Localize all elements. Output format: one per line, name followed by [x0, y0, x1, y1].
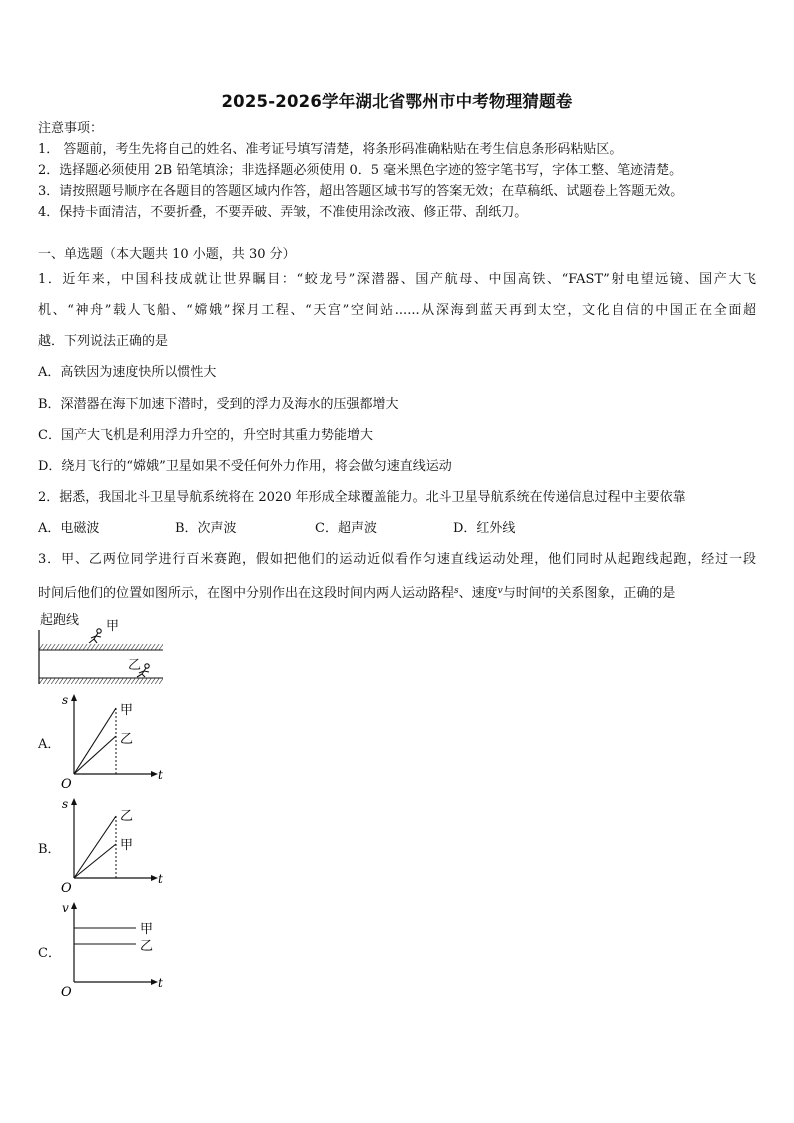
graph-a-upper-label: 甲	[120, 703, 134, 718]
graph-c-x-label: t	[158, 976, 163, 990]
q1-option-d: D．绕月飞行的“嫦娥”卫星如果不受任何外力作用，将会做匀速直线运动	[38, 459, 452, 474]
graph-b-lower-label: 甲	[120, 838, 134, 853]
q2-option-a: A．电磁波	[38, 521, 100, 536]
graph-b-x-label: t	[158, 872, 163, 886]
graph-b-origin: O	[61, 881, 72, 894]
q3-option-a-label: A．	[38, 737, 61, 752]
track-figure	[36, 608, 166, 690]
graph-c	[58, 898, 168, 998]
q2-stem: 2．据悉，我国北斗卫星导航系统将在 2020 年形成全球覆盖能力。北斗卫星导航系统在传递信息过程中主要依靠	[38, 490, 686, 505]
q3-var-v: v	[497, 586, 503, 596]
q3-text-part: 的关系图象，正确的是	[545, 586, 676, 601]
q1-option-b: B．深潜器在海下加速下潜时，受到的浮力及海水的压强都增大	[38, 397, 399, 412]
graph-b-upper-label: 乙	[120, 809, 134, 824]
page-title: 2025-2026学年湖北省鄂州市中考物理猜题卷	[221, 92, 573, 111]
q2-option-b: B．次声波	[175, 521, 237, 536]
notice-item-2: 2．选择题必须使用 2B 铅笔填涂；非选择题必须使用 0．5 毫米黑色字迹的签字笔书写，字体工整、笔迹清楚。	[38, 163, 683, 178]
graph-c-upper-label: 甲	[140, 922, 154, 937]
q1-stem-line-3: 越．下列说法正确的是	[38, 334, 169, 349]
graph-b-line-lower	[74, 844, 116, 878]
graph-c-origin: O	[61, 985, 72, 998]
q3-text-part: 、速度	[458, 586, 498, 601]
q1-option-a: A．高铁因为速度快所以惯性大	[38, 365, 217, 380]
q1-option-c: C．国产大飞机是利用浮力升空的，升空时其重力势能增大	[38, 428, 373, 443]
graph-b-y-label: s	[62, 797, 69, 811]
q3-text-part: 时间后他们的位置如图所示，在图中分别作出在这段时间内两人运动路程	[38, 586, 455, 601]
graph-b	[58, 794, 168, 894]
runner-b-label: 乙	[128, 658, 142, 673]
q3-option-b-label: B．	[38, 842, 61, 857]
notice-item-1: 1． 答题前，考生先将自己的姓名、准考证号填写清楚，将条形码准确粘贴在考生信息条形码粘贴区。	[38, 142, 623, 157]
q3-stem-line-2	[38, 583, 675, 602]
graph-c-lower-label: 乙	[140, 939, 154, 954]
q2-option-d: D．红外线	[453, 521, 516, 536]
runner-a-label: 甲	[106, 619, 120, 634]
notice-item-3: 3．请按照题号顺序在各题目的答题区域内作答，超出答题区域书写的答案无效；在草稿纸、试题卷上答题无效。	[38, 184, 684, 199]
q3-text-part: 与时间	[502, 586, 542, 601]
q3-var-s: s	[454, 586, 459, 596]
graph-a	[58, 690, 168, 790]
q3-stem-line-1: 3．甲、乙两位同学进行百米赛跑，假如把他们的运动近似看作匀速直线运动处理，他们同时从起跑线起跑，经过一段	[38, 552, 756, 567]
graph-a-y-label: s	[62, 693, 69, 707]
graph-a-origin: O	[61, 777, 72, 790]
q3-var-t: t	[541, 586, 546, 596]
notice-heading: 注意事项：	[38, 121, 104, 136]
runner-a-icon	[89, 629, 101, 643]
section-heading: 一、单选题（本大题共 10 小题，共 30 分）	[38, 247, 296, 262]
notice-item-4: 4．保持卡面清洁，不要折叠，不要弄破、弄皱，不准使用涂改液、修正带、刮纸刀。	[38, 205, 528, 220]
track-border-upper	[39, 644, 163, 650]
q1-stem-line-2: 机、“神舟”载人飞船、“嫦娥”探月工程、“天宫”空间站......从深海到蓝天再到太空，文化自信的中国正在全面超	[38, 303, 756, 318]
q2-option-c: C．超声波	[315, 521, 377, 536]
graph-a-x-label: t	[158, 768, 163, 782]
graph-a-lower-label: 乙	[120, 732, 134, 747]
track-border-lower	[39, 678, 163, 684]
graph-c-y-label: v	[62, 901, 69, 915]
start-line-label: 起跑线	[40, 613, 80, 628]
q1-stem-line-1: 1．近年来，中国科技成就让世界瞩目：“蛟龙号”深潜器、国产航母、中国高铁、“FAST”射电望远镜、国产大飞	[38, 272, 756, 287]
graph-b-line-upper	[74, 816, 116, 878]
q3-option-c-label: C．	[38, 946, 61, 961]
